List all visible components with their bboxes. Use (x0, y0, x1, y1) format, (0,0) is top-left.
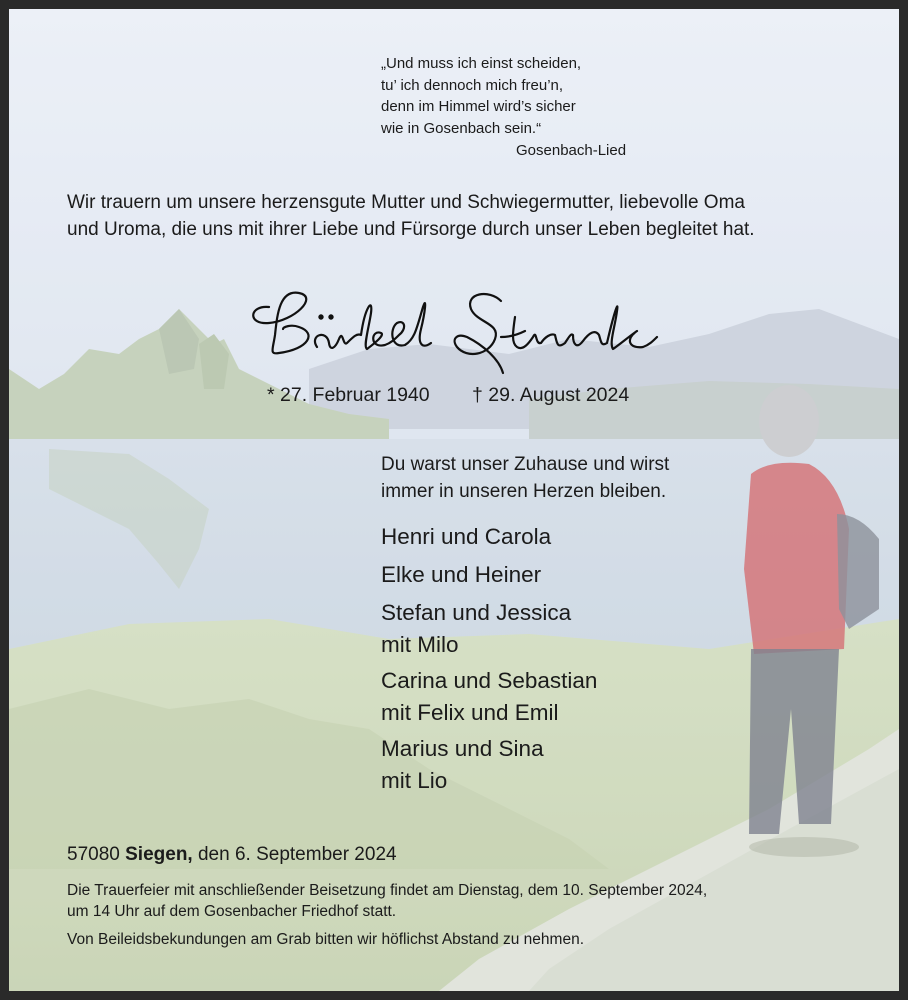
notice-date: den 6. September 2024 (197, 844, 397, 865)
mourner-line: Elke und Heiner (381, 562, 542, 587)
quote-line: denn im Himmel wird’s sicher (381, 98, 576, 115)
mourner-entry (381, 597, 571, 660)
mourner-line: Henri und Carola (381, 524, 552, 549)
motto-line: immer in unseren Herzen bleiben. (381, 481, 667, 502)
postcode: 57080 (67, 844, 120, 865)
intro-line: Wir trauern um unsere herzensgute Mutter und Schwiegermutter, liebevolle Oma (67, 192, 745, 213)
city: Siegen, (125, 844, 193, 865)
mourner-line: Marius und Sina (381, 736, 544, 761)
mourner-line: mit Milo (381, 631, 459, 657)
mourner-line: Carina und Sebastian (381, 668, 598, 693)
quote-line: tu’ ich dennoch mich freu’n, (381, 76, 564, 94)
quote-block (381, 53, 581, 139)
funeral-notice (67, 880, 707, 922)
notice-line: Die Trauerfeier mit anschließender Beisetzung findet am Dienstag, dem 10. September 2024, (67, 882, 708, 899)
motto-line: Du warst unser Zuhause und wirst (381, 454, 670, 475)
mourner-entry (381, 559, 541, 591)
quote-line: „Und muss ich einst scheiden, (381, 55, 582, 72)
birth-date: * 27. Februar 1940 (267, 384, 430, 406)
place-date-line (67, 844, 397, 866)
mourner-entry (381, 733, 544, 796)
quote-line: wie in Gosenbach sein.“ (381, 119, 542, 137)
mourner-entry (381, 665, 597, 728)
condolence-notice: Von Beileidsbekundungen am Grab bitten wir höflichst Abstand zu nehmen. (67, 931, 584, 948)
notice-line: um 14 Uhr auf dem Gosenbacher Friedhof statt. (67, 903, 397, 920)
death-date: † 29. August 2024 (472, 384, 630, 406)
mourner-entry (381, 521, 551, 553)
quote-source: Gosenbach-Lied (516, 142, 627, 159)
deceased-name-script (239, 277, 669, 387)
mourner-line: mit Lio (381, 767, 448, 793)
motto-text (381, 451, 669, 505)
deceased-name-text: Bärbel Strunk (239, 277, 246, 278)
intro-line: und Uroma, die uns mit ihrer Liebe und Fürsorge durch unser Leben begleitet hat. (67, 219, 755, 240)
intro-text (67, 189, 755, 243)
mourner-line: Stefan und Jessica (381, 600, 572, 625)
mourner-line: mit Felix und Emil (381, 699, 559, 725)
